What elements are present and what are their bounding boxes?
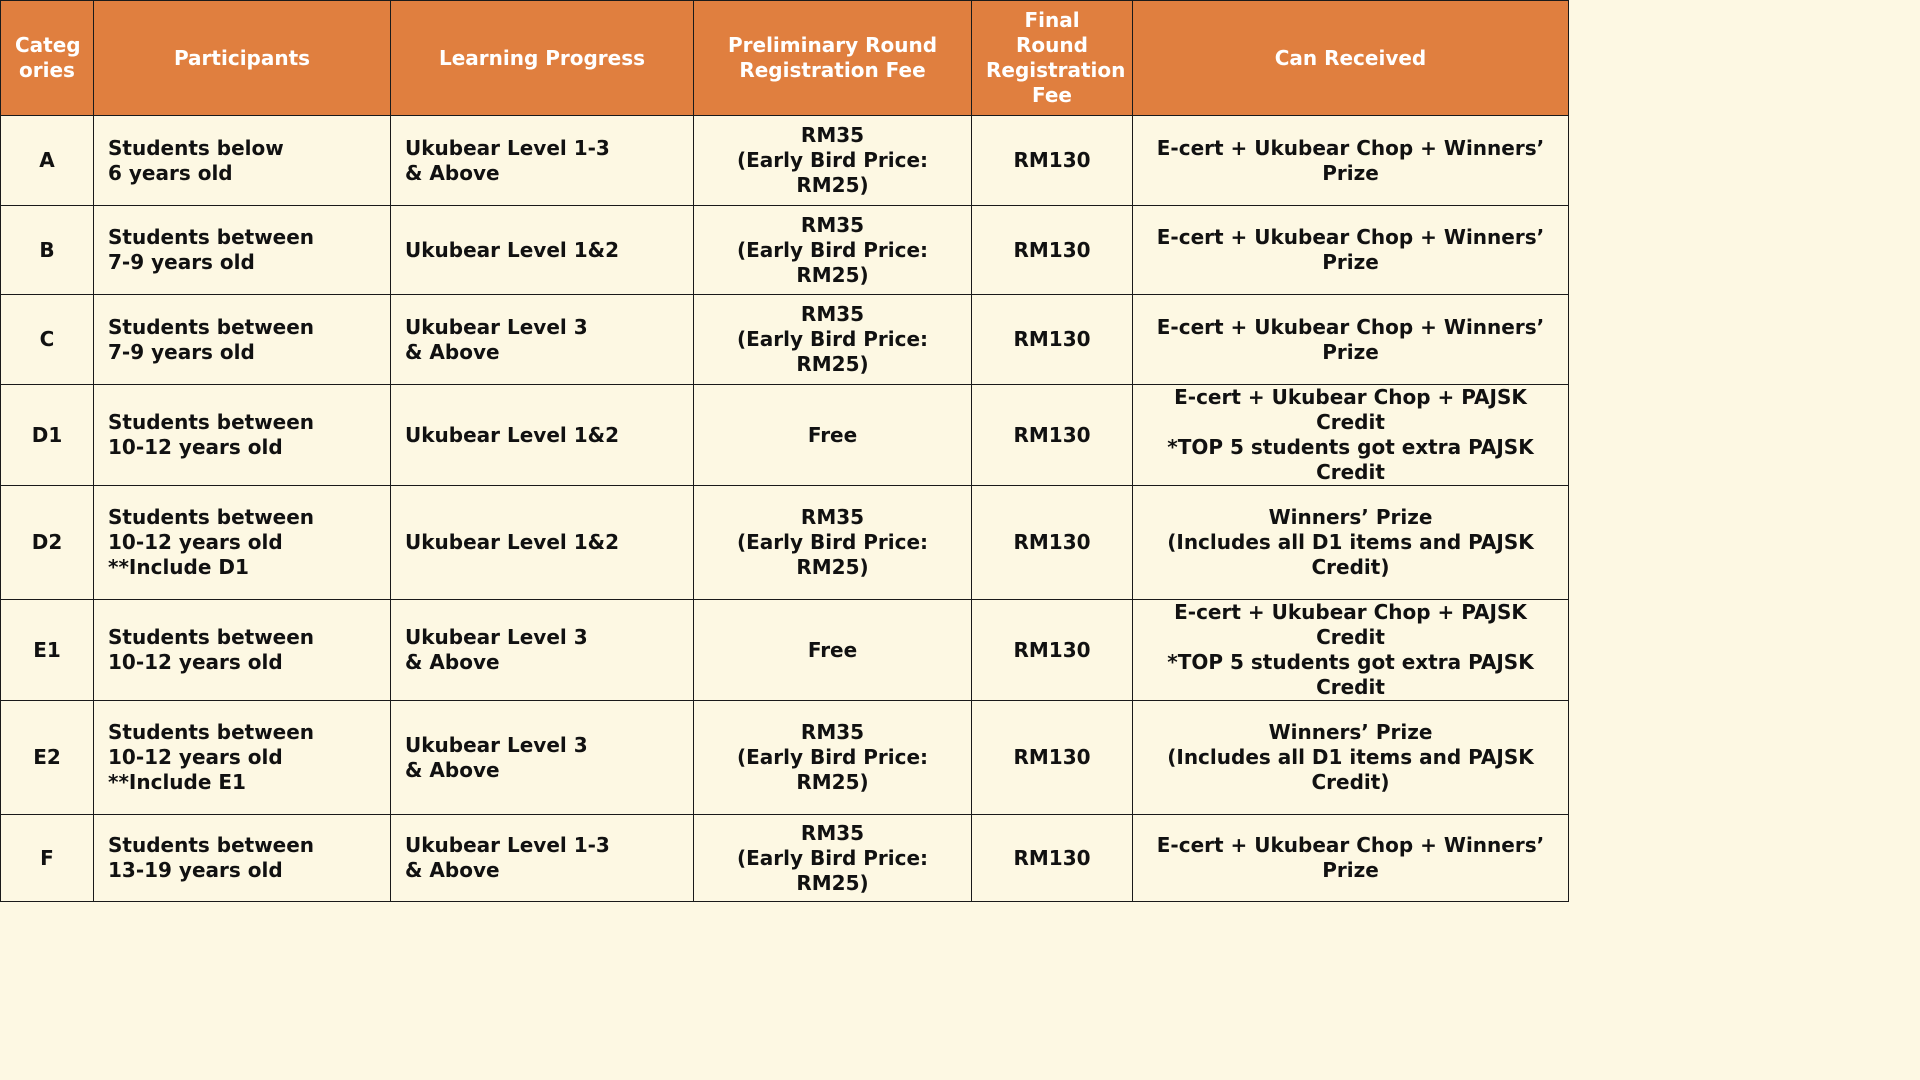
participants-cell: Students between 7-9 years old bbox=[94, 295, 391, 385]
participants-cell: Students between 10-12 years old bbox=[94, 600, 391, 701]
final-fee-cell: RM130 bbox=[972, 295, 1133, 385]
can-received-cell: E-cert + Ukubear Chop + Winners’ Prize bbox=[1133, 295, 1569, 385]
final-fee-cell: RM130 bbox=[972, 701, 1133, 815]
header-categories: Categ ories bbox=[1, 1, 94, 116]
learning-progress-cell: Ukubear Level 1&2 bbox=[391, 206, 694, 295]
final-fee-cell: RM130 bbox=[972, 486, 1133, 600]
final-fee-cell: RM130 bbox=[972, 600, 1133, 701]
category-cell: F bbox=[1, 815, 94, 902]
learning-progress-cell: Ukubear Level 3 & Above bbox=[391, 701, 694, 815]
learning-progress-cell: Ukubear Level 3 & Above bbox=[391, 295, 694, 385]
header-preliminary-fee: Preliminary Round Registration Fee bbox=[694, 1, 972, 116]
learning-progress-cell: Ukubear Level 1&2 bbox=[391, 486, 694, 600]
category-cell: B bbox=[1, 206, 94, 295]
learning-progress-cell: Ukubear Level 1&2 bbox=[391, 385, 694, 486]
final-fee-cell: RM130 bbox=[972, 385, 1133, 486]
final-fee-cell: RM130 bbox=[972, 206, 1133, 295]
final-fee-cell: RM130 bbox=[972, 815, 1133, 902]
table-row bbox=[1, 295, 1569, 385]
table-row bbox=[1, 206, 1569, 295]
category-cell: A bbox=[1, 116, 94, 206]
learning-progress-cell: Ukubear Level 1-3 & Above bbox=[391, 116, 694, 206]
preliminary-fee-cell: RM35 (Early Bird Price: RM25) bbox=[694, 295, 972, 385]
preliminary-fee-cell: RM35 (Early Bird Price: RM25) bbox=[694, 206, 972, 295]
category-cell: D2 bbox=[1, 486, 94, 600]
table-row bbox=[1, 600, 1569, 701]
header-learning-progress: Learning Progress bbox=[391, 1, 694, 116]
header-can-received: Can Received bbox=[1133, 1, 1569, 116]
table-row bbox=[1, 815, 1569, 902]
participants-cell: Students between 10-12 years old **Include D1 bbox=[94, 486, 391, 600]
header-final-fee: Final Round Registration Fee bbox=[972, 1, 1133, 116]
can-received-cell: Winners’ Prize (Includes all D1 items and PAJSK Credit) bbox=[1133, 486, 1569, 600]
preliminary-fee-cell: RM35 (Early Bird Price: RM25) bbox=[694, 815, 972, 902]
table-header-row bbox=[1, 1, 1569, 116]
preliminary-fee-cell: RM35 (Early Bird Price: RM25) bbox=[694, 701, 972, 815]
category-cell: D1 bbox=[1, 385, 94, 486]
preliminary-fee-cell: RM35 (Early Bird Price: RM25) bbox=[694, 116, 972, 206]
table-row bbox=[1, 116, 1569, 206]
participants-cell: Students between 10-12 years old bbox=[94, 385, 391, 486]
learning-progress-cell: Ukubear Level 3 & Above bbox=[391, 600, 694, 701]
learning-progress-cell: Ukubear Level 1-3 & Above bbox=[391, 815, 694, 902]
can-received-cell: E-cert + Ukubear Chop + PAJSK Credit *TOP 5 students got extra PAJSK Credit bbox=[1133, 600, 1569, 701]
category-cell: E1 bbox=[1, 600, 94, 701]
final-fee-cell: RM130 bbox=[972, 116, 1133, 206]
participants-cell: Students between 13-19 years old bbox=[94, 815, 391, 902]
can-received-cell: E-cert + Ukubear Chop + Winners’ Prize bbox=[1133, 206, 1569, 295]
category-cell: C bbox=[1, 295, 94, 385]
header-participants: Participants bbox=[94, 1, 391, 116]
participants-cell: Students below 6 years old bbox=[94, 116, 391, 206]
table-row bbox=[1, 701, 1569, 815]
can-received-cell: Winners’ Prize (Includes all D1 items and PAJSK Credit) bbox=[1133, 701, 1569, 815]
can-received-cell: E-cert + Ukubear Chop + PAJSK Credit *TOP 5 students got extra PAJSK Credit bbox=[1133, 385, 1569, 486]
can-received-cell: E-cert + Ukubear Chop + Winners’ Prize bbox=[1133, 116, 1569, 206]
participants-cell: Students between 7-9 years old bbox=[94, 206, 391, 295]
participants-cell: Students between 10-12 years old **Include E1 bbox=[94, 701, 391, 815]
preliminary-fee-cell: RM35 (Early Bird Price: RM25) bbox=[694, 486, 972, 600]
category-cell: E2 bbox=[1, 701, 94, 815]
can-received-cell: E-cert + Ukubear Chop + Winners’ Prize bbox=[1133, 815, 1569, 902]
table-row bbox=[1, 385, 1569, 486]
table-row bbox=[1, 486, 1569, 600]
preliminary-fee-cell: Free bbox=[694, 385, 972, 486]
preliminary-fee-cell: Free bbox=[694, 600, 972, 701]
